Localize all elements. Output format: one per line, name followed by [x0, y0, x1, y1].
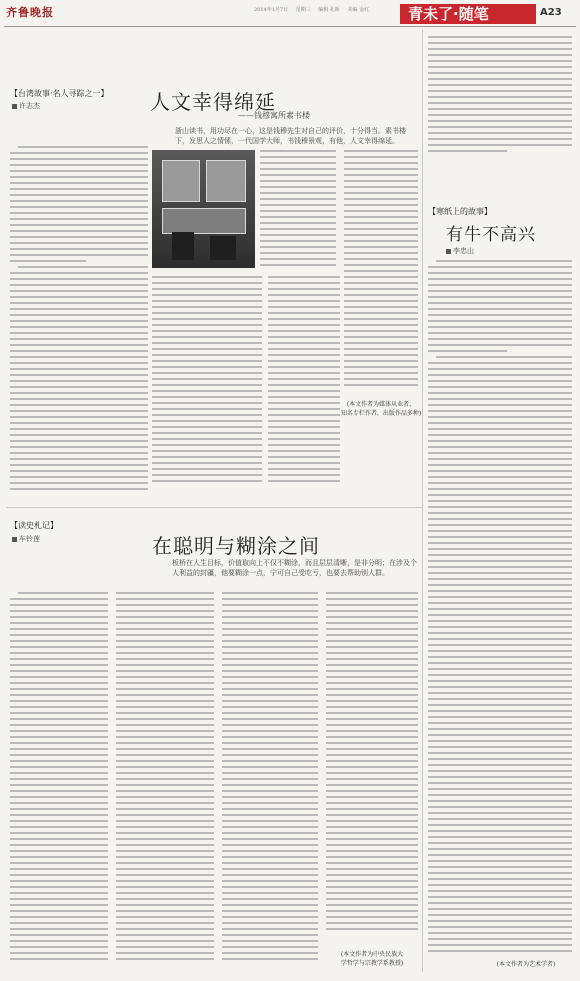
article1-subhead: ——钱穆寓所素书楼 [238, 111, 310, 120]
article2-author-name: 李忠山 [453, 247, 474, 255]
article3-body-col1 [10, 592, 108, 970]
article3-author [12, 534, 40, 544]
article1-body-col3 [344, 150, 418, 392]
editor-credit: 编辑 孔昕 [318, 7, 340, 13]
section-divider [6, 507, 422, 508]
article2-body [428, 260, 572, 955]
article2-author-note: (本文作者为艺术学者) [496, 961, 556, 968]
masthead-logo: 齐鲁晚报 [6, 6, 54, 19]
article3-author-note [322, 950, 422, 968]
section-title: 青未了·随笔 [408, 5, 489, 23]
article3-series-label: 【读史札记】 [10, 521, 58, 530]
article1-body-col5 [268, 276, 340, 490]
page-number: A23 [540, 7, 562, 18]
article1-note-line1: (本文作者为媒体从业者、 [346, 401, 416, 408]
right-col-upper-text [428, 36, 572, 166]
article3-body-col3 [222, 592, 318, 970]
column-divider [422, 30, 423, 538]
article1-body-col1 [10, 146, 148, 490]
author-square-icon [12, 537, 17, 542]
study-room-photo [152, 150, 255, 268]
article1-author-note [338, 400, 424, 418]
article3-headline: 在聪明与糊涂之间 [152, 534, 320, 558]
article3-body-col4 [326, 592, 418, 942]
article3-lead: 板桥在人生目标，价值取向上不仅不糊涂，而且层层清晰，是非分明；在涉及个人利益的封疆，他要糊涂一点，宁可自己受吃亏，也要去帮助别人群。 [172, 559, 417, 577]
header-rule [4, 26, 576, 27]
column-divider-lower [422, 512, 423, 972]
article3-author-name: 车铃莲 [19, 535, 40, 543]
article1-lead: 浙山读书，用功尽在一心，这是钱穆先生对自己的评价，十分得当。素书楼下，发思人之情愫，一代国学大师，书钱穆景观，有他，人文幸得绵延。 [175, 127, 406, 145]
header-meta [254, 6, 375, 13]
article1-series-label: 【台湾故事·名人寻踪之一】 [10, 89, 109, 98]
article3-note-line1: (本文作者为中央民族大 [340, 951, 404, 958]
article2-series-label: 【寒纸上的故事】 [428, 207, 492, 216]
article1-body-col4 [152, 276, 262, 490]
article2-author [446, 246, 474, 256]
article1-headline: 人文幸得绵延 [150, 90, 276, 114]
article1-note-line2: 知名专栏作者，出版作品多种) [340, 410, 422, 417]
article1-body-col2 [260, 150, 336, 270]
issue-date: 2014年1月7日 [254, 7, 289, 13]
author-square-icon [446, 249, 451, 254]
article1-author [12, 101, 40, 111]
article3-body-col2 [116, 592, 214, 970]
designer-credit: 美编 金红 [347, 7, 370, 13]
issue-weekday: 星期三 [295, 7, 311, 13]
article1-author-name: 许志杰 [19, 102, 40, 110]
author-square-icon [12, 104, 17, 109]
article2-headline: 有牛不高兴 [446, 225, 536, 245]
article3-note-line2: 学哲学与宗教学系教授) [340, 960, 404, 967]
